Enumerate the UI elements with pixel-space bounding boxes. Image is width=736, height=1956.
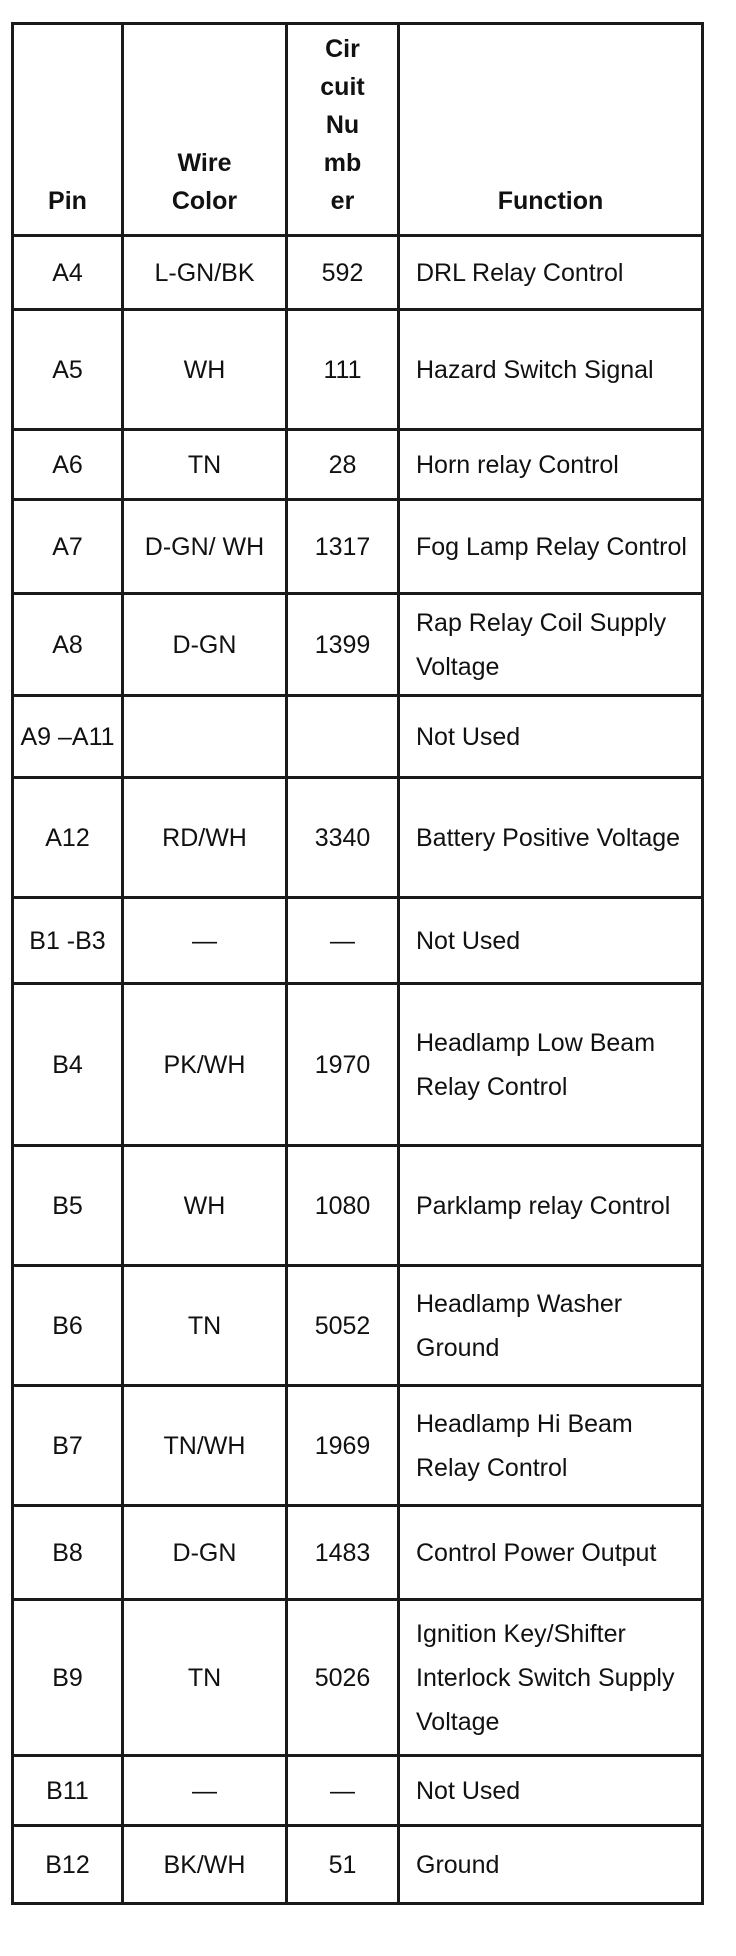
function-cell: Fog Lamp Relay Control (399, 500, 703, 594)
pin-cell: B8 (13, 1506, 123, 1600)
table-row (13, 594, 703, 696)
wire-color-cell: RD/WH (123, 778, 287, 898)
function-cell: Headlamp Low Beam Relay Control (399, 984, 703, 1146)
function-cell: Headlamp Washer Ground (399, 1266, 703, 1386)
function-cell: Not Used (399, 898, 703, 984)
header-function: Function (399, 24, 703, 236)
function-cell: Horn relay Control (399, 430, 703, 500)
table-row (13, 696, 703, 778)
function-cell: Not Used (399, 1756, 703, 1826)
table-row (13, 1266, 703, 1386)
header-circuit-number: Cir cuit Nu mb er (287, 24, 399, 236)
header-row (13, 24, 703, 236)
pin-cell: A7 (13, 500, 123, 594)
wire-color-cell: — (123, 1756, 287, 1826)
table-row (13, 430, 703, 500)
table-body (13, 236, 703, 1904)
circuit-number-cell: 1317 (287, 500, 399, 594)
header-wire-color: Wire Color (123, 24, 287, 236)
circuit-number-cell: 1080 (287, 1146, 399, 1266)
circuit-number-cell: 111 (287, 310, 399, 430)
table-row (13, 1600, 703, 1756)
pin-cell: B5 (13, 1146, 123, 1266)
function-cell: Battery Positive Voltage (399, 778, 703, 898)
pin-cell: A6 (13, 430, 123, 500)
wire-color-cell: WH (123, 310, 287, 430)
circuit-number-cell: — (287, 1756, 399, 1826)
circuit-number-cell: 1399 (287, 594, 399, 696)
pin-cell: B1 -B3 (13, 898, 123, 984)
function-cell: DRL Relay Control (399, 236, 703, 310)
wire-color-cell: L-GN/BK (123, 236, 287, 310)
wire-color-cell: TN (123, 1600, 287, 1756)
table-row (13, 236, 703, 310)
circuit-number-cell: — (287, 898, 399, 984)
function-cell: Hazard Switch Signal (399, 310, 703, 430)
function-cell: Control Power Output (399, 1506, 703, 1600)
circuit-number-cell: 3340 (287, 778, 399, 898)
table-row (13, 984, 703, 1146)
circuit-number-cell: 1969 (287, 1386, 399, 1506)
pin-cell: B4 (13, 984, 123, 1146)
table-row (13, 1756, 703, 1826)
function-cell: Not Used (399, 696, 703, 778)
function-cell: Parklamp relay Control (399, 1146, 703, 1266)
circuit-number-cell: 51 (287, 1826, 399, 1904)
pin-cell: A8 (13, 594, 123, 696)
wire-color-cell: D-GN (123, 1506, 287, 1600)
wire-color-cell: D-GN (123, 594, 287, 696)
circuit-number-cell (287, 696, 399, 778)
wire-color-cell: D-GN/ WH (123, 500, 287, 594)
pin-cell: A12 (13, 778, 123, 898)
wire-color-cell: TN (123, 1266, 287, 1386)
header-pin: Pin (13, 24, 123, 236)
circuit-number-cell: 1970 (287, 984, 399, 1146)
pin-cell: A4 (13, 236, 123, 310)
wire-color-cell: TN (123, 430, 287, 500)
table-row (13, 778, 703, 898)
pin-cell: A5 (13, 310, 123, 430)
wire-color-cell: WH (123, 1146, 287, 1266)
pin-cell: B9 (13, 1600, 123, 1756)
pin-cell: B7 (13, 1386, 123, 1506)
wire-color-cell: — (123, 898, 287, 984)
wire-color-cell (123, 696, 287, 778)
pin-cell: A9 –A11 (13, 696, 123, 778)
pin-cell: B6 (13, 1266, 123, 1386)
table-row (13, 1386, 703, 1506)
table-row (13, 1826, 703, 1904)
function-cell: Ignition Key/Shifter Interlock Switch Supply Voltage (399, 1600, 703, 1756)
pin-cell: B11 (13, 1756, 123, 1826)
pin-function-table (11, 22, 704, 1905)
table-row (13, 1146, 703, 1266)
function-cell: Rap Relay Coil Supply Voltage (399, 594, 703, 696)
circuit-number-cell: 5052 (287, 1266, 399, 1386)
table-row (13, 898, 703, 984)
pin-cell: B12 (13, 1826, 123, 1904)
table-row (13, 500, 703, 594)
circuit-number-cell: 28 (287, 430, 399, 500)
function-cell: Headlamp Hi Beam Relay Control (399, 1386, 703, 1506)
wire-color-cell: PK/WH (123, 984, 287, 1146)
circuit-number-cell: 5026 (287, 1600, 399, 1756)
circuit-number-cell: 592 (287, 236, 399, 310)
table-row (13, 1506, 703, 1600)
wire-color-cell: TN/WH (123, 1386, 287, 1506)
wire-color-cell: BK/WH (123, 1826, 287, 1904)
table-row (13, 310, 703, 430)
circuit-number-cell: 1483 (287, 1506, 399, 1600)
function-cell: Ground (399, 1826, 703, 1904)
